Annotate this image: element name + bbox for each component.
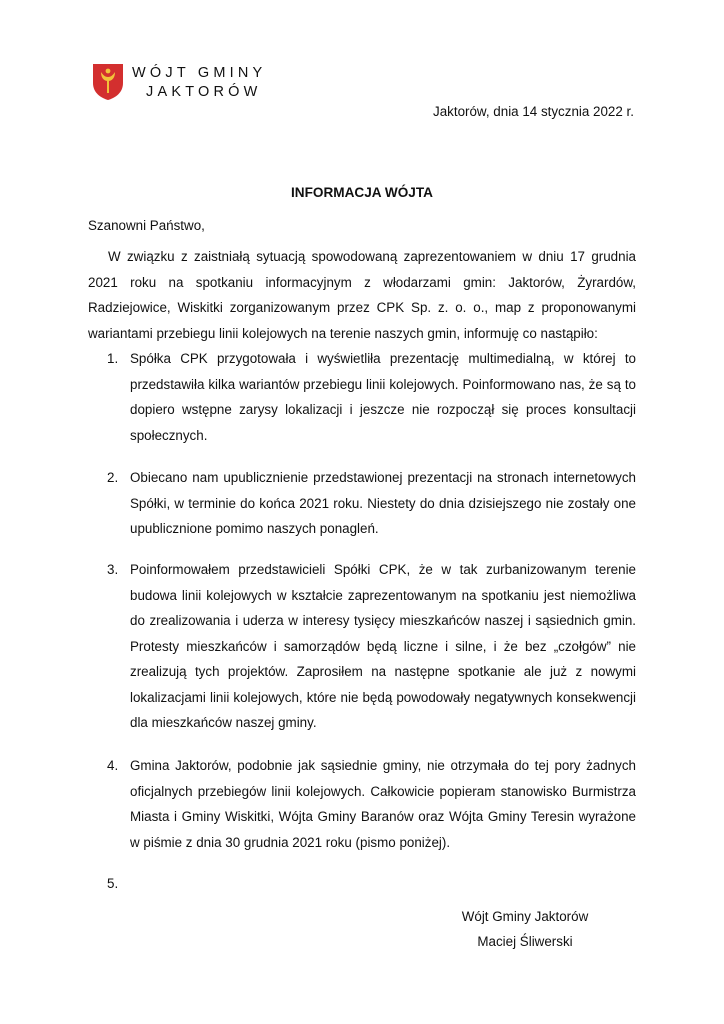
list-item-number: 3. <box>107 562 119 577</box>
list-item-text: Gmina Jaktorów, podobnie jak sąsiednie gminy, nie otrzymała do tej pory żadnych oficjalnych przebiegów linii kolejowych. Całkowicie popieram stanowisko Burmistrza Miasta i Gminy Wiskitki, Wójta Gminy Baranów oraz Wójta Gminy Teresin wyrażone w piśmie z dnia 30 grudnia 2021 roku (pismo poniżej). <box>130 758 636 850</box>
list-item-number: 5. <box>107 876 119 891</box>
signature-block <box>420 904 630 954</box>
list-item <box>88 465 636 542</box>
issuer-line-2: JAKTORÓW <box>146 84 262 100</box>
list-item-number: 1. <box>107 351 119 366</box>
list-item-text: Poinformowałem przedstawicieli Spółki CPK, że w tak zurbanizowanym terenie budowa linii kolejowych w kształcie zaprezentowanym na spotkaniu jest niemożliwa do zrealizowania i uderza w interesy tysięcy mieszkańców naszej i sąsiednich gmin. Protesty mieszkańców i samorządów będą liczne i silne, i że bez „czołgów” nie zrealizują tych projektów. Zaprosiłem na następne spotkanie ale już z nowymi lokalizacjami linii kolejowych, które nie będą powodowały negatywnych konsekwencji dla mieszkańców naszej gminy. <box>130 562 636 730</box>
issuer-name <box>132 64 266 102</box>
greeting: Szanowni Państwo, <box>88 218 205 233</box>
list-item-text: Obiecano nam upublicznienie przedstawionej prezentacji na stronach internetowych Spółki, w terminie do końca 2021 roku. Niestety do dnia dzisiejszego nie zostały one upublicznione pomimo naszych ponagleń. <box>130 470 636 536</box>
list-item <box>88 557 636 736</box>
signature-title: Wójt Gminy Jaktorów <box>461 909 589 924</box>
list-item <box>88 346 636 448</box>
list-item-text: Spółka CPK przygotowała i wyświetliła prezentację multimedialną, w której to przedstawiła kilka wariantów przebiegu linii kolejowych. Poinformowano nas, że są to dopiero wstępne zarysy lokalizacji i jeszcze nie rozpoczął się proces konsultacji społecznych. <box>130 351 636 443</box>
list-item-number: 2. <box>107 470 119 485</box>
document-title: INFORMACJA WÓJTA <box>291 185 433 200</box>
coat-of-arms-icon <box>92 63 124 101</box>
intro-paragraph: W związku z zaistniałą sytuacją spowodowaną zaprezentowaniem w dniu 17 grudnia 2021 roku na spotkaniu informacyjnym z włodarzami gmin: Jaktorów, Żyrardów, Radziejowice, Wiskitki zorganizowanym przez CPK Sp. z. o. o., map z proponowanymi wariantami przebiegu linii kolejowych na terenie naszych gmin, informuję co nastąpiło: <box>88 249 636 341</box>
signature-name: Maciej Śliwerski <box>477 934 573 949</box>
issuer-line-1: WÓJT GMINY <box>132 65 267 81</box>
list-item <box>88 753 636 855</box>
dateline: Jaktorów, dnia 14 stycznia 2022 r. <box>433 104 634 119</box>
list-item-number: 4. <box>107 758 119 773</box>
